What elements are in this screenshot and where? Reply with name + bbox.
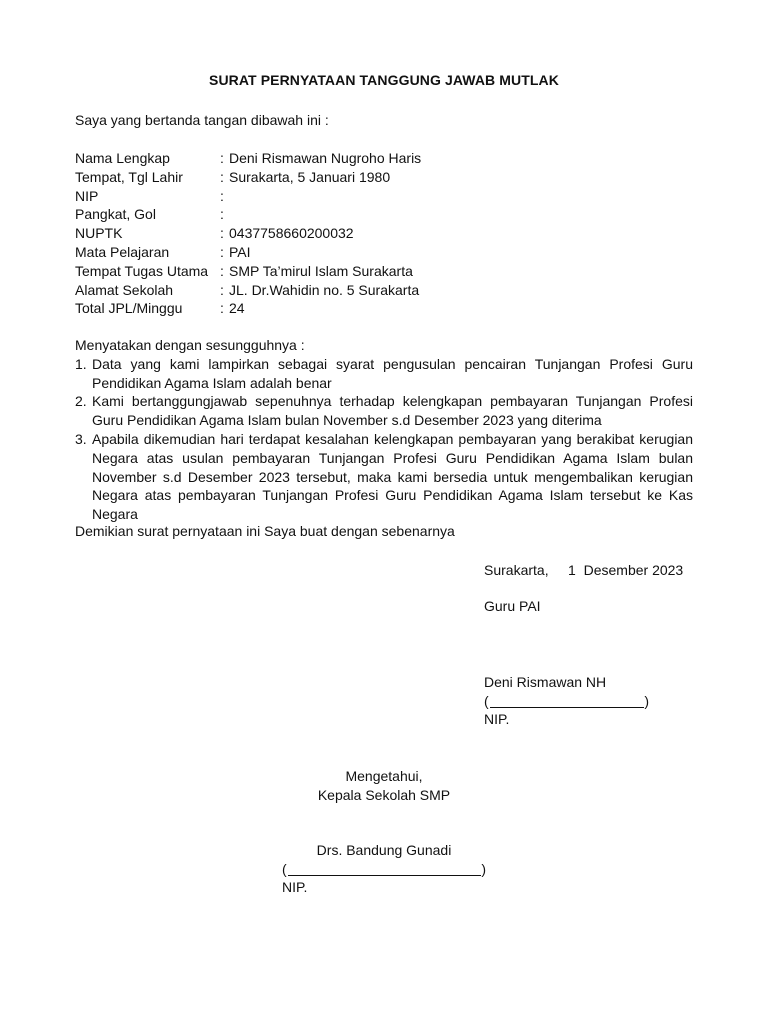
signature-name: Deni Rismawan NH [484, 674, 607, 690]
statement-text: Kami bertanggungjawab sepenuhnya terhadap kelengkapan pembayaran Tunjangan Profesi Guru Pendidikan Agama Islam bulan November s.d Desember 2023 yang diterima [92, 393, 693, 429]
acknowledgement-role: Kepala Sekolah SMP [317, 787, 451, 803]
bracket-close: ) [644, 693, 649, 709]
field-value: JL. Dr.Wahidin no. 5 Surakarta [229, 281, 420, 298]
field-colon: : [220, 206, 224, 223]
field-label: Total JPL/Minggu [75, 300, 183, 317]
field-colon: : [220, 300, 224, 317]
statement-item [75, 355, 693, 393]
field-value: 24 [229, 300, 245, 317]
statement-list [75, 355, 693, 524]
principal-name: Drs. Bandung Gunadi [316, 842, 452, 858]
statement-item [75, 392, 693, 430]
field-label: Mata Pelajaran [75, 243, 170, 260]
bracket-open: ( [484, 693, 489, 709]
statement-item [75, 430, 693, 524]
signature-underline [490, 707, 644, 708]
identity-fields [75, 149, 695, 318]
statement-section [75, 336, 693, 524]
principal-nip: NIP. [282, 879, 308, 895]
field-colon: : [220, 281, 224, 298]
acknowledgement-block [284, 767, 484, 805]
field-row-full-name [75, 149, 695, 168]
acknowledgement-label: Mengetahui, [345, 768, 423, 784]
field-value: SMP Ta’mirul Islam Surakarta [229, 262, 413, 279]
statement-number: 1. [75, 355, 87, 372]
field-label: Pangkat, Gol [75, 206, 156, 223]
field-value: PAI [229, 243, 251, 260]
statement-text: Data yang kami lampirkan sebagai syarat pengusulan pencairan Tunjangan Profesi Guru Pendidikan Agama Islam adalah benar [92, 355, 693, 391]
field-row-school-address [75, 281, 695, 300]
field-colon: : [220, 168, 224, 185]
field-colon: : [220, 262, 224, 279]
field-colon: : [220, 187, 224, 204]
field-label: NUPTK [75, 225, 123, 242]
intro-text: Saya yang bertanda tangan dibawah ini : [75, 112, 329, 128]
document-title: SURAT PERNYATAAN TANGGUNG JAWAB MUTLAK [209, 72, 559, 88]
field-label: Tempat, Tgl Lahir [75, 168, 183, 185]
field-value: Surakarta, 5 Januari 1980 [229, 168, 391, 185]
statement-intro: Menyatakan dengan sesungguhnya : [75, 337, 305, 353]
signature-underline [288, 875, 481, 876]
statement-number: 2. [75, 393, 87, 410]
field-row-workplace [75, 262, 695, 281]
signature-place-date: Surakarta, 1 Desember 2023 [484, 562, 684, 578]
field-label: Nama Lengkap [75, 150, 170, 166]
field-row-subject [75, 243, 695, 262]
field-row-nuptk [75, 224, 695, 243]
signature-nip: NIP. [484, 711, 510, 727]
field-label: Tempat Tugas Utama [75, 262, 209, 279]
bracket-close: ) [481, 861, 486, 877]
principal-signature-line [282, 860, 486, 878]
field-value: Deni Rismawan Nugroho Haris [229, 150, 422, 166]
field-colon: : [220, 225, 224, 242]
field-row-rank [75, 205, 695, 224]
field-row-birth [75, 168, 695, 187]
statement-number: 3. [75, 430, 87, 447]
field-value: 0437758660200032 [229, 225, 354, 242]
field-row-nip [75, 187, 695, 206]
field-label: NIP [75, 187, 99, 204]
signature-line [484, 692, 649, 710]
field-label: Alamat Sekolah [75, 281, 174, 298]
signature-role: Guru PAI [484, 598, 541, 614]
field-row-total-jpl [75, 299, 695, 318]
field-colon: : [220, 150, 224, 166]
field-colon: : [220, 243, 224, 260]
bracket-open: ( [282, 861, 287, 877]
statement-text: Apabila dikemudian hari terdapat kesalahan kelengkapan pembayaran yang berakibat kerugian Negara atas usulan pembayaran Tunjangan Profesi Guru Pendidikan Agama Islam bulan November s.d Desember 2023 tersebut, maka kami bersedia untuk mengembalikan kerugian Negara atas pembayaran Tunjangan Profesi Guru Pendidikan Agama Islam tersebut ke Kas Negara [92, 430, 693, 523]
closing-text: Demikian surat pernyataan ini Saya buat dengan sebenarnya [75, 523, 455, 539]
